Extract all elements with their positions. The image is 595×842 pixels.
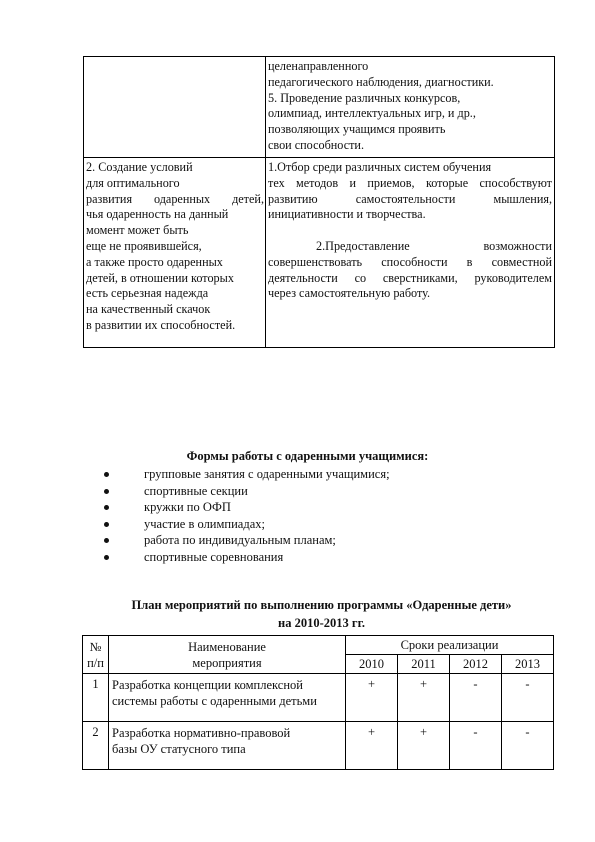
header-name-line: Наименование — [188, 640, 266, 654]
row-mark: + — [398, 722, 450, 770]
row-mark: - — [450, 674, 502, 722]
cell-line: для оптимального — [86, 175, 180, 190]
row-mark: - — [502, 674, 554, 722]
cell-line: инициативности и творчества. — [268, 207, 426, 222]
cell-line: 2. Создание условий — [86, 160, 193, 174]
list-item-text: спортивные соревнования — [144, 549, 284, 564]
cell-line: 2.Предоставление возможности — [316, 238, 552, 253]
cell-line: еще не проявившейся, — [86, 238, 202, 253]
cell-line: через самостоятельную работу. — [268, 286, 431, 301]
row1-right-cell — [268, 59, 552, 154]
cell-line: 5. Проведение различных конкурсов, — [268, 90, 461, 105]
cell-line: целенаправленного — [268, 59, 369, 73]
goals-methods-table — [83, 56, 555, 348]
cell-line: свои способности. — [268, 137, 365, 152]
list-item-text: групповые занятия с одаренными учащимися; — [144, 467, 390, 481]
cell-line: момент может быть — [86, 223, 189, 238]
header-name — [109, 636, 346, 674]
table-header-row — [83, 636, 554, 655]
plan-table — [82, 635, 554, 770]
cell-line: есть серьезная надежда — [86, 286, 209, 301]
plan-title: План мероприятий по выполнению программы «Одаренные дети» — [131, 598, 512, 612]
row-name — [109, 674, 346, 722]
header-num-line: п/п — [87, 656, 104, 670]
row-mark: - — [502, 722, 554, 770]
table-row — [84, 57, 554, 158]
table-row — [83, 722, 554, 770]
cell-line: в развитии их способностей. — [86, 317, 236, 332]
row-name — [109, 722, 346, 770]
cell-line: позволяющих учащимся проявить — [268, 122, 446, 137]
row-mark: + — [346, 722, 398, 770]
cell-line: тех методов и приемов, которые способствуют — [268, 175, 552, 190]
header-num — [83, 636, 109, 674]
cell-line: а также просто одаренных — [86, 254, 223, 269]
row-name-line: базы ОУ статусного типа — [112, 742, 246, 756]
header-year: 2013 — [502, 655, 554, 674]
header-year: 2012 — [450, 655, 502, 674]
cell-line: деятельности со сверстниками, руководителем — [268, 270, 552, 285]
row2-right-cell — [268, 160, 552, 302]
list-item-text: кружки по ОФП — [144, 500, 231, 514]
table-row — [84, 158, 554, 347]
row-mark: + — [398, 674, 450, 722]
header-year: 2010 — [346, 655, 398, 674]
row-name-line: системы работы с одаренными детьми — [112, 694, 317, 708]
cell-line: на качественный скачок — [86, 302, 211, 317]
cell-line: детей, в отношении которых — [86, 270, 234, 285]
row-mark: - — [450, 722, 502, 770]
row-num: 1 — [83, 674, 109, 722]
list-item-text: спортивные секции — [144, 483, 248, 498]
cell-line: совершенствовать способности в совместной — [268, 254, 552, 269]
row2-left-cell — [86, 160, 264, 334]
list-item-text: участие в олимпиадах; — [144, 516, 265, 531]
header-year: 2011 — [398, 655, 450, 674]
header-period: Сроки реализации — [346, 636, 554, 655]
cell-line: развитию самостоятельности мышления, — [268, 191, 552, 206]
cell-line: 1.Отбор среди различных систем обучения — [268, 160, 492, 174]
header-num-line: № — [89, 640, 102, 654]
row-num: 2 — [83, 722, 109, 770]
list-item-text: работа по индивидуальным планам; — [144, 533, 336, 547]
header-name-line: мероприятия — [192, 656, 262, 670]
row-name-line: Разработка нормативно-правовой — [112, 726, 291, 740]
cell-line: педагогического наблюдения, диагностики. — [268, 74, 494, 89]
cell-line: олимпиад, интеллектуальных игр, и др., — [268, 106, 476, 121]
cell-line: развития одаренных детей, — [86, 191, 264, 206]
cell-line: чья одаренность на данный — [86, 207, 229, 222]
plan-subtitle: на 2010-2013 гг. — [278, 616, 365, 630]
row-name-line: Разработка концепции комплексной — [112, 678, 303, 692]
table-row — [83, 674, 554, 722]
row-mark: + — [346, 674, 398, 722]
forms-section-title: Формы работы с одаренными учащимися: — [186, 449, 429, 463]
cell-line — [268, 223, 552, 239]
